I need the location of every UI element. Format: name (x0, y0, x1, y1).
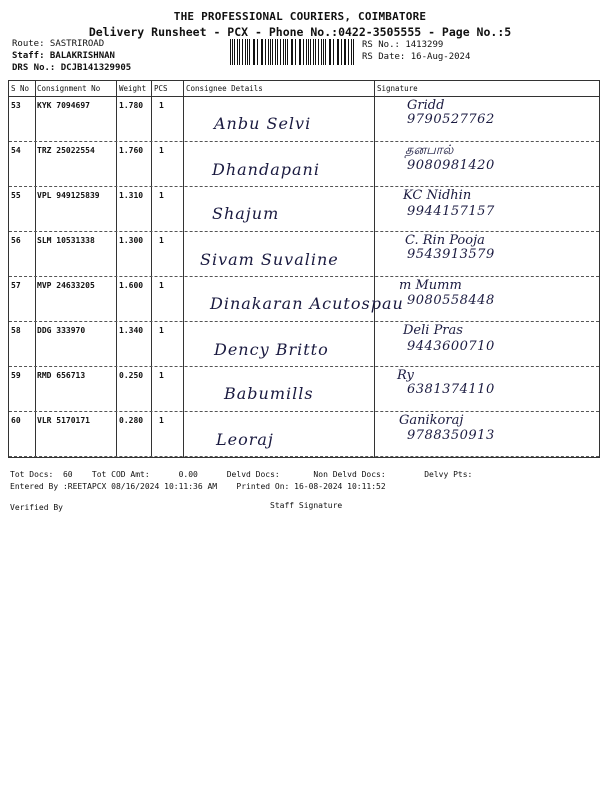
barcode-bar (287, 39, 288, 65)
row-consignment-no: VPL 949125839 (37, 191, 100, 200)
totals-line: Tot Docs: 60 Tot COD Amt: 0.00 Delvd Docs: Non Delvd Docs: Delvy Pts: (10, 470, 473, 479)
row-pcs: 1 (159, 371, 164, 380)
row-weight: 1.760 (119, 146, 144, 155)
table-row (9, 96, 599, 142)
row-consignee-handwritten: Anbu Selvi (214, 114, 312, 133)
barcode-bar (242, 39, 243, 65)
row-sno: 57 (11, 281, 21, 290)
table-row (9, 186, 599, 232)
barcode-bar (325, 39, 326, 65)
runsheet-table (8, 80, 600, 458)
entered-by-line: Entered By :REETAPCX 08/16/2024 10:11:36 AM Printed On: 16-08-2024 10:11:52 (10, 482, 386, 491)
row-pcs: 1 (159, 191, 164, 200)
col-weight: Weight (119, 84, 147, 93)
row-sno: 56 (11, 236, 21, 245)
row-weight: 0.250 (119, 371, 144, 380)
row-phone-handwritten: 9543913579 (407, 247, 495, 262)
row-signature-handwritten: Ry (397, 368, 414, 383)
row-consignment-no: KYK 7094697 (37, 101, 90, 110)
barcode-bar (295, 39, 296, 65)
barcode-bar (333, 39, 334, 65)
rs-date: RS Date: 16-Aug-2024 (362, 52, 471, 62)
row-signature-handwritten: தனபால் (405, 143, 454, 158)
table-row (9, 231, 599, 277)
row-phone-handwritten: 9080981420 (407, 158, 495, 173)
barcode-bar (230, 39, 231, 65)
rs-number: RS No.: 1413299 (362, 40, 444, 50)
row-pcs: 1 (159, 416, 164, 425)
row-sno: 58 (11, 326, 21, 335)
table-row (9, 141, 599, 187)
table-row (9, 321, 599, 367)
row-pcs: 1 (159, 236, 164, 245)
barcode-bar (299, 39, 300, 65)
row-consignee-handwritten: Leoraj (216, 430, 274, 449)
barcode-bar (254, 39, 255, 65)
barcode-bar (306, 39, 307, 65)
table-row (9, 366, 599, 412)
col-consignment: Consignment No (37, 84, 101, 93)
row-weight: 1.300 (119, 236, 144, 245)
barcode-image (230, 39, 356, 65)
row-consignment-no: DDG 333970 (37, 326, 86, 335)
route-label: Route: SASTRIROAD (12, 39, 105, 49)
row-pcs: 1 (159, 146, 164, 155)
table-header (9, 81, 599, 97)
row-consignee-handwritten: Dency Britto (214, 340, 329, 359)
row-consignee-handwritten: Shajum (212, 204, 280, 223)
barcode-bar (280, 39, 281, 65)
row-consignment-no: TRZ 25022554 (37, 146, 95, 155)
row-phone-handwritten: 9944157157 (407, 204, 495, 219)
company-title: THE PROFESSIONAL COURIERS, COIMBATORE (173, 10, 427, 23)
row-weight: 1.340 (119, 326, 144, 335)
barcode-bar (351, 39, 352, 65)
table-row (9, 411, 599, 457)
drs-number: DRS No.: DCJB141329905 (12, 63, 132, 73)
staff-signature-label: Staff Signature (270, 501, 343, 510)
barcode-bar (265, 39, 266, 65)
row-sno: 59 (11, 371, 21, 380)
row-phone-handwritten: 9790527762 (407, 112, 495, 127)
row-signature-handwritten: m Mumm (399, 278, 462, 293)
row-signature-handwritten: C. Rin Pooja (405, 233, 485, 248)
row-consignment-no: SLM 10531338 (37, 236, 95, 245)
barcode-bar (237, 39, 238, 65)
row-consignee-handwritten: Babumills (224, 384, 314, 403)
row-sno: 54 (11, 146, 21, 155)
row-signature-handwritten: Ganikoraj (399, 413, 464, 428)
staff-label: Staff: BALAKRISHNAN (12, 51, 115, 61)
row-sno: 53 (11, 101, 21, 110)
col-pcs: PCS (154, 84, 168, 93)
row-consignee-handwritten: Dhandapani (212, 160, 320, 179)
row-weight: 1.780 (119, 101, 144, 110)
row-phone-handwritten: 9788350913 (407, 428, 495, 443)
barcode-bar (321, 39, 322, 65)
row-signature-handwritten: KC Nidhin (403, 188, 472, 203)
col-consignee: Consignee Details (186, 84, 263, 93)
row-consignee-handwritten: Dinakaran Acutospau (210, 294, 404, 313)
row-phone-handwritten: 9080558448 (407, 293, 495, 308)
row-pcs: 1 (159, 101, 164, 110)
row-sno: 55 (11, 191, 21, 200)
barcode-bar (262, 39, 263, 65)
row-divider (9, 456, 599, 457)
row-sno: 60 (11, 416, 21, 425)
row-weight: 0.280 (119, 416, 144, 425)
runsheet-subtitle: Delivery Runsheet - PCX - Phone No.:0422-3505555 - Page No.:5 (88, 25, 512, 39)
col-signature: Signature (377, 84, 418, 93)
row-pcs: 1 (159, 281, 164, 290)
barcode-bar (338, 39, 339, 65)
row-weight: 1.310 (119, 191, 144, 200)
barcode-bar (275, 39, 276, 65)
row-consignment-no: VLR 5170171 (37, 416, 90, 425)
verified-by-label: Verified By (10, 503, 63, 512)
row-phone-handwritten: 9443600710 (407, 339, 495, 354)
row-consignment-no: RMD 656713 (37, 371, 86, 380)
barcode-bar (313, 39, 314, 65)
barcode-bar (249, 39, 250, 65)
row-consignment-no: MVP 24633205 (37, 281, 95, 290)
row-weight: 1.600 (119, 281, 144, 290)
row-pcs: 1 (159, 326, 164, 335)
row-signature-handwritten: Deli Pras (403, 323, 463, 338)
row-signature-handwritten: Gridd (407, 98, 445, 113)
table-row (9, 276, 599, 322)
row-consignee-handwritten: Sivam Suvaline (200, 250, 339, 269)
barcode-bar (345, 39, 346, 65)
row-phone-handwritten: 6381374110 (407, 382, 495, 397)
col-sno: S No (11, 84, 30, 93)
